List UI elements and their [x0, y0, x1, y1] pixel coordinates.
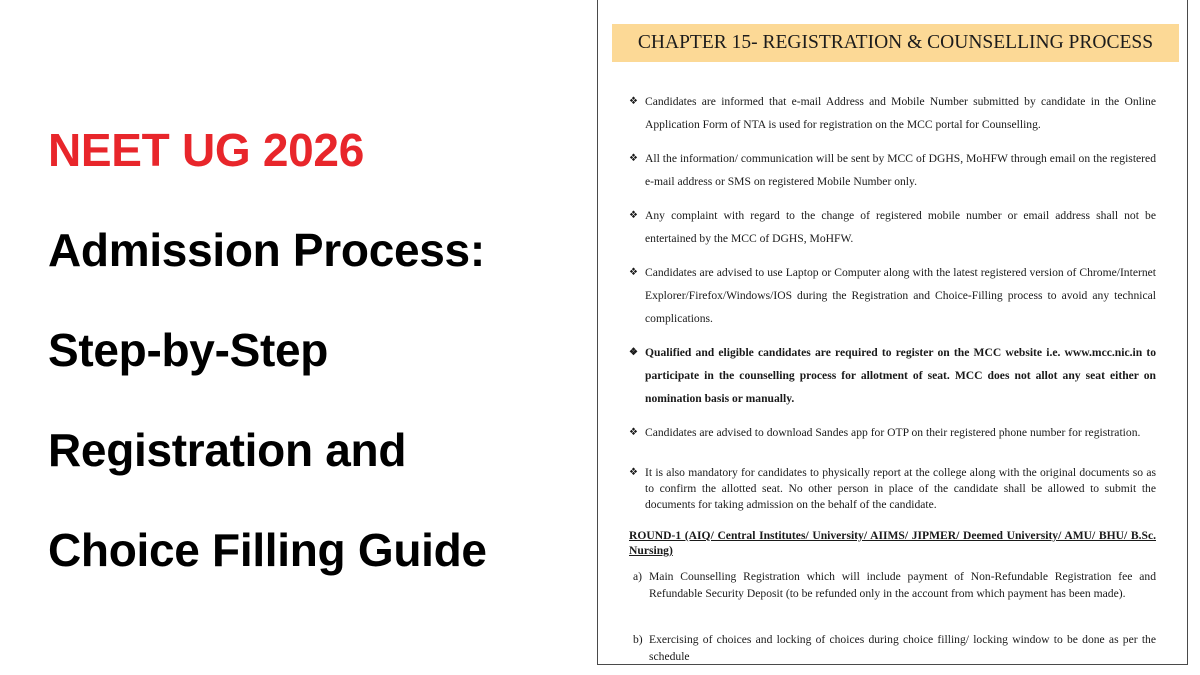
- diamond-bullet-icon: ❖: [629, 153, 638, 164]
- bullet-register-mcc: ❖ Qualified and eligible candidates are required to register on the MCC website i.e. www.mcc.nic.in to participate in the counselling process for allotment of seat. MCC does not allot any seat either on nomination basis or manually.: [629, 341, 1156, 410]
- headline-line-5: Choice Filling Guide: [48, 524, 487, 576]
- round-1-heading: ROUND-1 (AIQ/ Central Institutes/ University/ AIIMS/ JIPMER/ Deemed University/ AMU/ BHU/ B.Sc. Nursing): [629, 529, 1156, 557]
- headline-exam-name: NEET UG 2026: [48, 124, 364, 176]
- diamond-bullet-icon: ❖: [629, 96, 638, 107]
- list-item: a) Main Counselling Registration which will include payment of Non-Refundable Registration fee and Refundable Security Deposit (to be refunded only in the account from which payment has been made).: [633, 570, 1156, 600]
- chapter-title: CHAPTER 15- REGISTRATION & COUNSELLING PROCESS: [612, 24, 1179, 62]
- bullet-browser: ❖ Candidates are advised to use Laptop or Computer along with the latest registered version of Chrome/Internet Explorer/Firefox/Windows/IOS during the Registration and Choice-Filling process to avoid any technical complications.: [629, 261, 1156, 330]
- bullet-physical-report: ❖ It is also mandatory for candidates to physically report at the college along with the original documents so as to confirm the allotted seat. No other person in place of the candidate shall be allowed to submit the documents for taking admission on the behalf of the candidate.: [629, 466, 1156, 511]
- bullet-email-mobile: ❖ Candidates are informed that e-mail Address and Mobile Number submitted by candidate in the Online Application Form of NTA is used for registration on the MCC portal for Counselling.: [629, 90, 1156, 136]
- list-item: b) Exercising of choices and locking of choices during choice filling/ locking window to be done as per the schedule: [633, 633, 1156, 663]
- bullet-complaint: ❖ Any complaint with regard to the change of registered mobile number or email address shall not be entertained by the MCC of DGHS, MoHFW.: [629, 204, 1156, 250]
- diamond-bullet-icon: ❖: [629, 267, 638, 278]
- headline-line-3: Step-by-Step: [48, 324, 329, 376]
- headline-line-2: Admission Process:: [48, 224, 485, 276]
- diamond-bullet-icon: ❖: [629, 427, 638, 438]
- document-excerpt: [597, 0, 1188, 665]
- diamond-bullet-icon: ❖: [629, 467, 638, 478]
- headline-line-4: Registration and: [48, 424, 407, 476]
- bullet-sandes-app: ❖ Candidates are advised to download Sandes app for OTP on their registered phone number for registration.: [629, 426, 1141, 439]
- diamond-bullet-icon: ❖: [629, 210, 638, 221]
- diamond-bullet-icon: ❖: [629, 347, 638, 358]
- bullet-communication: ❖ All the information/ communication will be sent by MCC of DGHS, MoHFW through email on the registered e-mail address or SMS on registered Mobile Number only.: [629, 147, 1156, 193]
- headline: [48, 100, 588, 600]
